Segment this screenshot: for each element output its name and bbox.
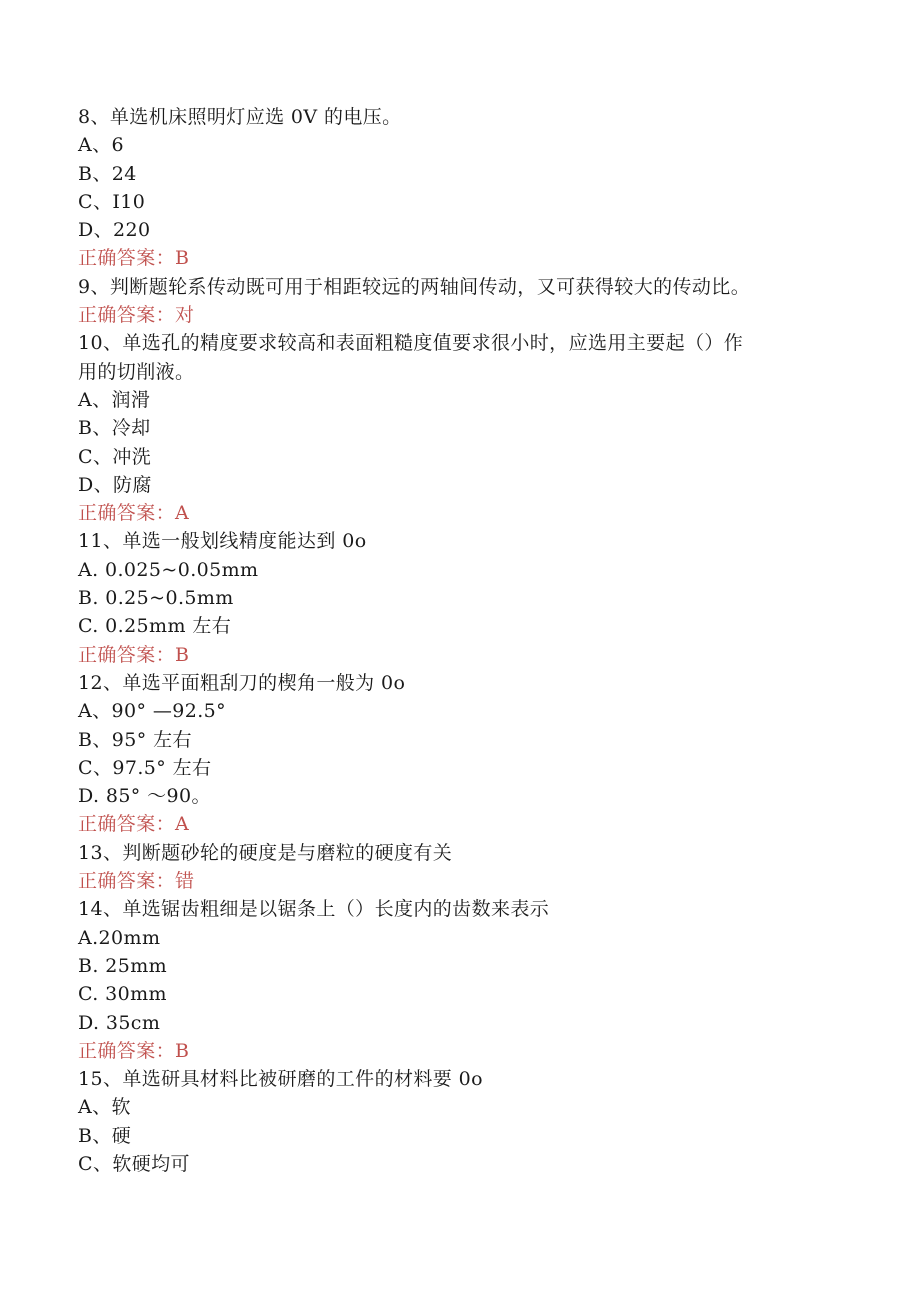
question-13-stem: 13、判断题砂轮的硬度是与磨粒的硬度有关 (78, 841, 453, 864)
question-10-option-b: B、冷却 (78, 417, 151, 440)
question-12-stem: 12、单选平面粗刮刀的楔角一般为 0o (78, 671, 406, 694)
question-12-option-b: B、95° 左右 (78, 728, 192, 751)
answer-value: B (175, 247, 190, 270)
question-14-option-c: C. 30mm (78, 983, 167, 1006)
question-10-option-d: D、防腐 (78, 473, 152, 496)
question-8-stem: 8、单选机床照明灯应选 0V 的电压。 (78, 106, 402, 128)
answer-value: A (175, 813, 190, 836)
question-14-option-d: D. 35cm (78, 1011, 161, 1034)
question-15-option-c: C、软硬均可 (78, 1152, 190, 1175)
question-15-option-b: B、硬 (78, 1124, 132, 1147)
answer-value: 对 (175, 304, 195, 327)
answer-label: 正确答案： (78, 502, 176, 525)
answer-value: B (175, 643, 190, 666)
question-11-option-c: C. 0.25mm 左右 (78, 615, 232, 638)
question-8-option-a: A、6 (78, 134, 125, 157)
question-13-answer (78, 867, 838, 895)
question-11-option-a: A. 0.025~0.05mm (78, 558, 259, 581)
question-10-stem-line-2: 用的切削液。 (78, 360, 195, 383)
question-8-option-c: C、I10 (78, 190, 146, 213)
answer-label: 正确答案： (78, 813, 176, 836)
question-14-option-b: B. 25mm (78, 954, 168, 977)
question-9-stem: 9、判断题轮系传动既可用于相距较远的两轴间传动，又可获得较大的传动比。 (78, 275, 751, 298)
question-9-answer (78, 301, 838, 329)
question-14-stem: 14、单选锯齿粗细是以锯条上（）长度内的齿数来表示 (78, 898, 550, 921)
answer-value: B (175, 1039, 190, 1062)
answer-label: 正确答案： (78, 1039, 176, 1062)
question-list (78, 103, 838, 1178)
answer-label: 正确答案： (78, 870, 176, 893)
question-12-option-a: A、90° —92.5° (78, 700, 227, 723)
answer-value: A (175, 502, 190, 525)
answer-label: 正确答案： (78, 247, 176, 270)
question-14-answer (78, 1037, 838, 1065)
question-11-answer (78, 641, 838, 669)
question-10-option-a: A、润滑 (78, 388, 151, 411)
question-8-option-b: B、24 (78, 162, 137, 185)
question-11-stem: 11、单选一般划线精度能达到 0o (78, 530, 367, 553)
question-12-option-c: C、97.5° 左右 (78, 756, 212, 779)
question-10-option-c: C、冲洗 (78, 445, 152, 468)
question-8-answer (78, 244, 838, 272)
question-14-option-a: A.20mm (78, 926, 161, 949)
answer-label: 正确答案： (78, 304, 176, 327)
question-10-stem-line-1: 10、单选孔的精度要求较高和表面粗糙度值要求很小时，应选用主要起（）作 (78, 332, 744, 355)
question-11-option-b: B. 0.25~0.5mm (78, 587, 234, 610)
question-15-option-a: A、软 (78, 1096, 131, 1119)
question-15-stem: 15、单选研具材料比被研磨的工件的材料要 0o (78, 1068, 483, 1091)
question-12-option-d: D. 85° ～90。 (78, 785, 211, 808)
answer-label: 正确答案： (78, 643, 176, 666)
question-10-answer (78, 499, 838, 527)
answer-value: 错 (175, 870, 195, 893)
question-8-option-d: D、220 (78, 219, 151, 242)
question-12-answer (78, 810, 838, 838)
